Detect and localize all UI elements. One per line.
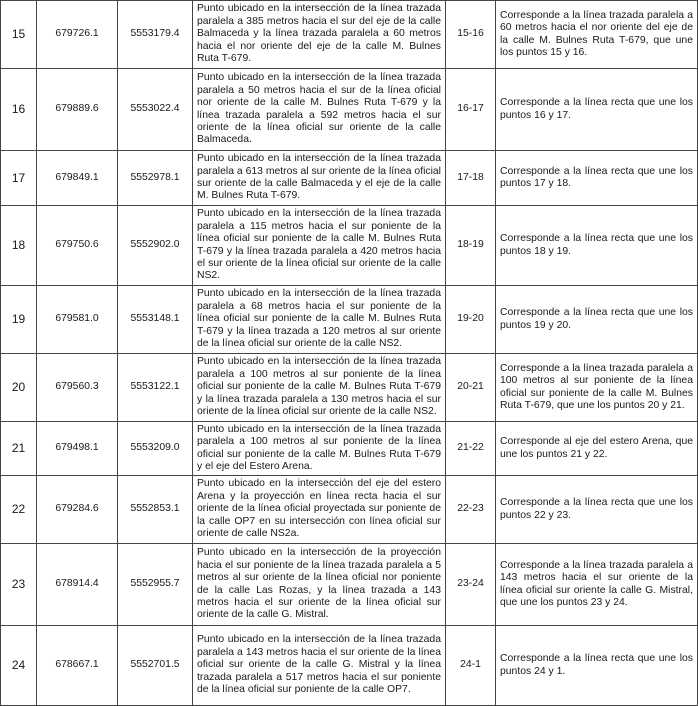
point-description: Punto ubicado en la intersección de la línea trazada paralela a 385 metros hacia el sur del eje de la calle Balmaceda y la línea trazada paralela a 60 metros hacia el nor oriente del eje de la calle M. Bulnes Ruta T-679. — [193, 1, 446, 69]
point-number: 17 — [1, 151, 37, 206]
coordinate-x: 679498.1 — [37, 422, 118, 476]
segment-description: Corresponde a la línea recta que une los puntos 16 y 17. — [496, 69, 698, 151]
point-description: Punto ubicado en la intersección de la proyección hacia el sur poniente de la línea trazada paralela a 5 metros al sur oriente de la línea oficial nor poniente de la calle Las Rozas, y la línea trazada a 143 metros hacia el sur oriente de la línea oficial sur oriente de la calle G. Mistral. — [193, 544, 446, 626]
segment-description: Corresponde a la línea trazada paralela a 100 metros al sur poniente de la línea oficial sur poniente de la calle M. Bulnes Ruta T-679, que une los puntos 20 y 21. — [496, 354, 698, 422]
segment-description: Corresponde a la línea recta que une los puntos 19 y 20. — [496, 286, 698, 354]
segment-label: 18-19 — [446, 206, 496, 286]
point-number: 24 — [1, 626, 37, 706]
coordinate-x: 679581.0 — [37, 286, 118, 354]
segment-label: 22-23 — [446, 476, 496, 544]
coordinate-x: 679726.1 — [37, 1, 118, 69]
point-description: Punto ubicado en la intersección del eje del estero Arena y la proyección en línea recta hacia el sur oriente de la línea oficial proyectada sur poniente de la calle OP7 en su intersección con línea oficial sur oriente de calle NS2a. — [193, 476, 446, 544]
table-row — [1, 544, 698, 626]
point-description: Punto ubicado en la intersección de la línea trazada paralela a 100 metros al sur poniente de la línea oficial sur poniente de la calle M. Bulnes Ruta T-679 y la línea trazada paralela a 130 metros hacia el sur oriente de la línea oficial sur oriente de la calle NS2. — [193, 354, 446, 422]
segment-description: Corresponde a la línea recta que une los puntos 17 y 18. — [496, 151, 698, 206]
coordinate-x: 678914.4 — [37, 544, 118, 626]
table-row — [1, 286, 698, 354]
segment-label: 21-22 — [446, 422, 496, 476]
point-description: Punto ubicado en la intersección de la línea trazada paralela a 143 metros hacia el sur oriente de la línea oficial sur oriente de la calle G. Mistral y la línea trazada paralela a 517 metros hacia el sur poniente de la línea oficial sur poniente de la calle OP7. — [193, 626, 446, 706]
point-description: Punto ubicado en la intersección de la línea trazada paralela a 613 metros al sur oriente de la línea oficial sur oriente de la calle Balmaceda y el eje de la calle M. Bulnes Ruta T-679. — [193, 151, 446, 206]
segment-label: 15-16 — [446, 1, 496, 69]
coordinate-y: 5553148.1 — [118, 286, 193, 354]
point-number: 21 — [1, 422, 37, 476]
coordinate-y: 5552701.5 — [118, 626, 193, 706]
point-description: Punto ubicado en la intersección de la línea trazada paralela a 68 metros hacia el sur poniente de la línea oficial sur poniente de la calle M. Bulnes Ruta T-679 y la línea trazada a 120 metros al sur oriente de la línea oficial sur oriente de la calle NS2. — [193, 286, 446, 354]
point-number: 23 — [1, 544, 37, 626]
segment-description: Corresponde a la línea recta que une los puntos 24 y 1. — [496, 626, 698, 706]
point-number: 20 — [1, 354, 37, 422]
table-body — [1, 1, 698, 706]
segment-description: Corresponde a la línea recta que une los puntos 18 y 19. — [496, 206, 698, 286]
coordinate-x: 678667.1 — [37, 626, 118, 706]
coordinate-y: 5552955.7 — [118, 544, 193, 626]
segment-description: Corresponde a la línea recta que une los puntos 22 y 23. — [496, 476, 698, 544]
table-row — [1, 354, 698, 422]
segment-label: 23-24 — [446, 544, 496, 626]
point-description: Punto ubicado en la intersección de la línea trazada paralela a 115 metros hacia el sur poniente de la línea oficial sur poniente de la calle M. Bulnes Ruta T-679 y la línea trazada paralela a 420 metros hacia el sur oriente de la línea oficial sur oriente de la calle NS2. — [193, 206, 446, 286]
table-row — [1, 206, 698, 286]
point-number: 19 — [1, 286, 37, 354]
segment-label: 19-20 — [446, 286, 496, 354]
coordinate-y: 5553022.4 — [118, 69, 193, 151]
coordinate-y: 5553122.1 — [118, 354, 193, 422]
table-row — [1, 626, 698, 706]
table-row — [1, 422, 698, 476]
table-row — [1, 476, 698, 544]
segment-label: 24-1 — [446, 626, 496, 706]
table-row — [1, 1, 698, 69]
coordinate-y: 5552902.0 — [118, 206, 193, 286]
point-number: 18 — [1, 206, 37, 286]
point-description: Punto ubicado en la intersección de la línea trazada paralela a 50 metros hacia el sur de la línea oficial nor oriente de la calle M. Bulnes Ruta T-679 y la línea trazada paralela a 592 metros hacia el sur oriente de la línea oficial sur oriente de la calle Balmaceda. — [193, 69, 446, 151]
segment-description: Corresponde al eje del estero Arena, que une los puntos 21 y 22. — [496, 422, 698, 476]
coordinate-y: 5553179.4 — [118, 1, 193, 69]
coordinate-y: 5553209.0 — [118, 422, 193, 476]
coordinate-x: 679849.1 — [37, 151, 118, 206]
segment-description: Corresponde a la línea trazada paralela a 60 metros hacia el nor oriente del eje de la calle M. Bulnes Ruta T-679, que une los puntos 15 y 16. — [496, 1, 698, 69]
point-number: 15 — [1, 1, 37, 69]
coordinate-x: 679560.3 — [37, 354, 118, 422]
coordinate-x: 679889.6 — [37, 69, 118, 151]
segment-description: Corresponde a la línea trazada paralela a 143 metros hacia el sur oriente de la línea oficial sur oriente la calle G. Mistral, que une los puntos 23 y 24. — [496, 544, 698, 626]
table-row — [1, 151, 698, 206]
coordinate-y: 5552853.1 — [118, 476, 193, 544]
coordinate-y: 5552978.1 — [118, 151, 193, 206]
coordinate-x: 679284.6 — [37, 476, 118, 544]
point-number: 22 — [1, 476, 37, 544]
coordinate-x: 679750.6 — [37, 206, 118, 286]
segment-label: 20-21 — [446, 354, 496, 422]
table-row — [1, 69, 698, 151]
point-number: 16 — [1, 69, 37, 151]
segment-label: 16-17 — [446, 69, 496, 151]
point-description: Punto ubicado en la intersección de la línea trazada paralela a 100 metros al sur poniente de la línea oficial sur poniente de la calle M. Bulnes Ruta T-679 y el eje del Estero Arena. — [193, 422, 446, 476]
segment-label: 17-18 — [446, 151, 496, 206]
